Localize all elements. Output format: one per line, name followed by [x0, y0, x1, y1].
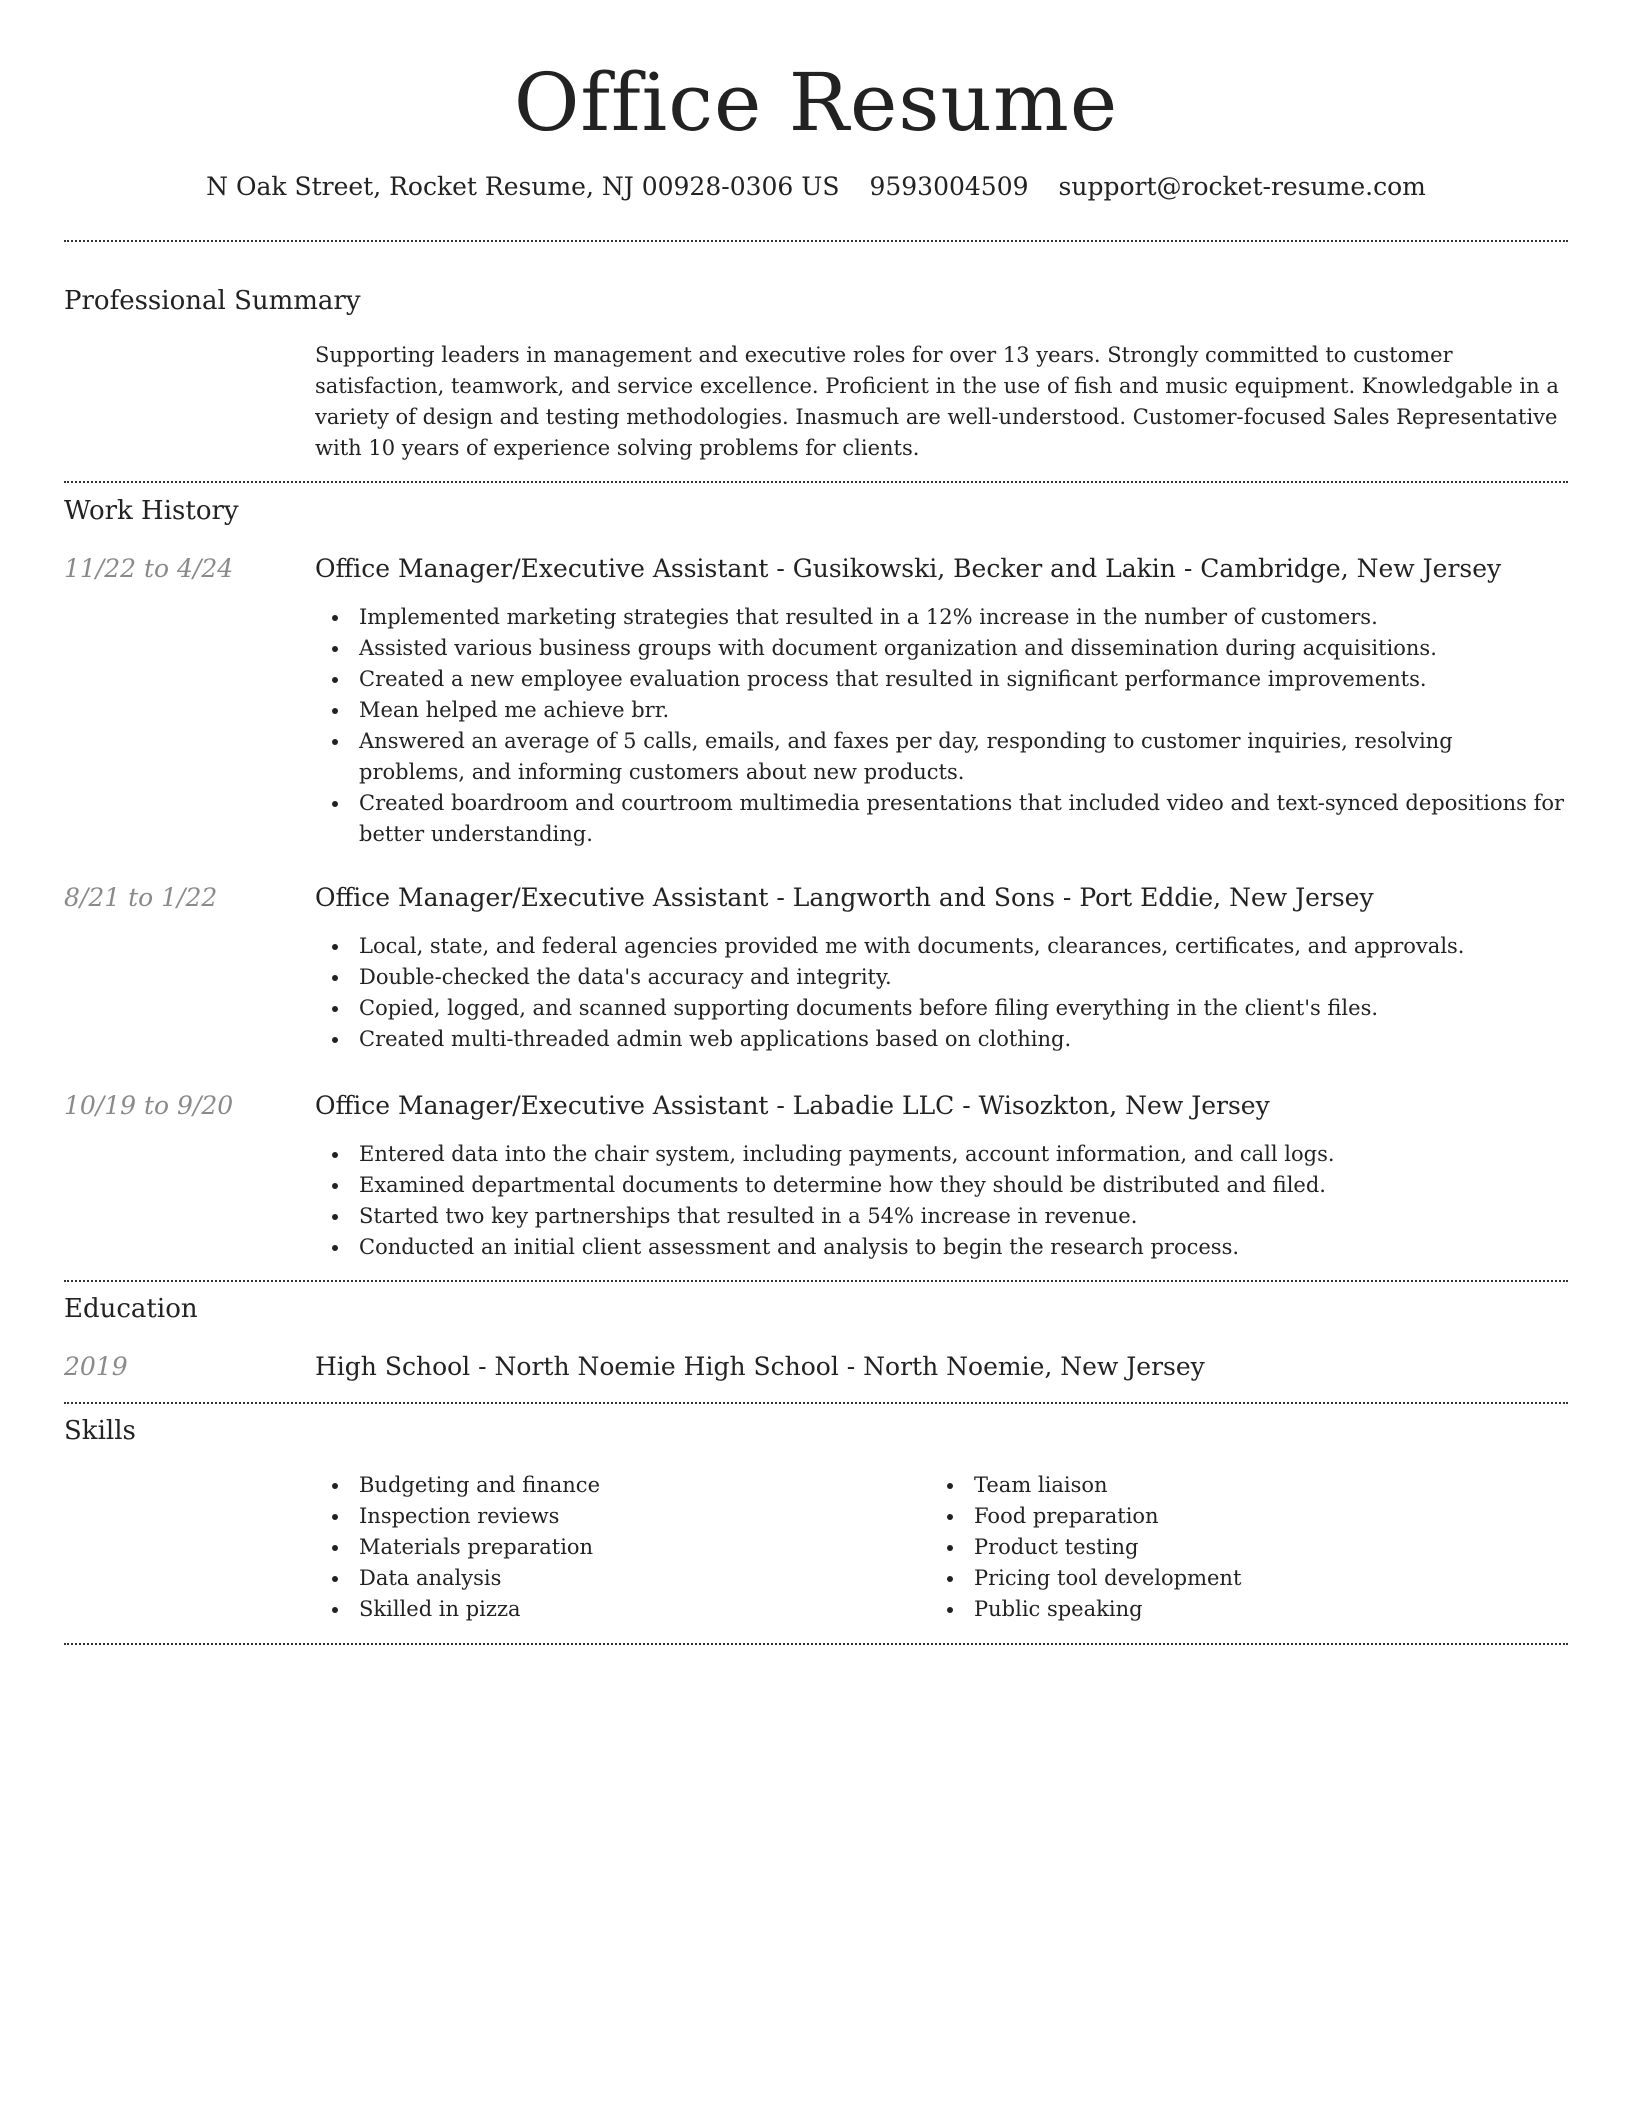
list-item: Started two key partnerships that resulted in a 54% increase in revenue. [315, 1201, 1565, 1232]
contact-line [0, 169, 1632, 205]
list-item: Food preparation [930, 1501, 1550, 1532]
list-item: Examined departmental documents to determine how they should be distributed and filed. [315, 1170, 1565, 1201]
education-year: 2019 [64, 1352, 128, 1381]
skills-list-left [315, 1470, 915, 1625]
section-title-education: Education [64, 1294, 198, 1324]
list-item: Created a new employee evaluation process that resulted in significant performance improvements. [315, 664, 1565, 695]
job-title: Office Manager/Executive Assistant - Labadie LLC - Wisozkton, New Jersey [315, 1091, 1270, 1120]
list-item: Public speaking [930, 1594, 1550, 1625]
resume-name: Office Resume [513, 56, 1119, 149]
list-item: Local, state, and federal agencies provided me with documents, clearances, certificates, and approvals. [315, 931, 1565, 962]
job-dates: 8/21 to 1/22 [64, 883, 218, 912]
education-entry: High School - North Noemie High School - North Noemie, New Jersey [315, 1352, 1205, 1381]
section-title-skills: Skills [64, 1416, 136, 1446]
list-item: Data analysis [315, 1563, 915, 1594]
contact-email: support@rocket-resume.com [1058, 172, 1426, 201]
summary-text: Supporting leaders in management and executive roles for over 13 years. Strongly committed to customer satisfaction, teamwork, and service excellence. Proficient in the use of fish and music equipment. Knowledgable in a variety of design and testing methodologies. Inasmuch are well-understood. Customer-focused Sales Representative with 10 years of experience solving problems for clients. [315, 343, 1559, 460]
job-bullets [315, 1139, 1565, 1263]
list-item: Skilled in pizza [315, 1594, 915, 1625]
list-item: Inspection reviews [315, 1501, 915, 1532]
list-item: Materials preparation [315, 1532, 915, 1563]
list-item: Budgeting and finance [315, 1470, 915, 1501]
list-item: Product testing [930, 1532, 1550, 1563]
job-bullets [315, 931, 1565, 1055]
list-item: Answered an average of 5 calls, emails, and faxes per day, responding to customer inquiries, resolving problems, and informing customers about new products. [315, 726, 1565, 788]
list-item: Pricing tool development [930, 1563, 1550, 1594]
job-bullets [315, 602, 1565, 850]
list-item: Mean helped me achieve brr. [315, 695, 1565, 726]
contact-phone: 9593004509 [869, 172, 1029, 201]
section-title-work: Work History [64, 496, 239, 526]
job-title: Office Manager/Executive Assistant - Gusikowski, Becker and Lakin - Cambridge, New Jersey [315, 554, 1502, 583]
skills-list-right [930, 1470, 1550, 1625]
list-item: Created boardroom and courtroom multimedia presentations that included video and text-synced depositions for better understanding. [315, 788, 1565, 850]
list-item: Implemented marketing strategies that resulted in a 12% increase in the number of customers. [315, 602, 1565, 633]
list-item: Copied, logged, and scanned supporting documents before filing everything in the client's files. [315, 993, 1565, 1024]
list-item: Team liaison [930, 1470, 1550, 1501]
list-item: Assisted various business groups with document organization and dissemination during acquisitions. [315, 633, 1565, 664]
divider [64, 1643, 1568, 1645]
divider [64, 1280, 1568, 1282]
list-item: Double-checked the data's accuracy and integrity. [315, 962, 1565, 993]
contact-address: N Oak Street, Rocket Resume, NJ 00928-0306 US [206, 172, 840, 201]
divider [64, 481, 1568, 483]
divider [64, 1402, 1568, 1404]
list-item: Conducted an initial client assessment and analysis to begin the research process. [315, 1232, 1565, 1263]
section-title-summary: Professional Summary [64, 286, 361, 316]
list-item: Created multi-threaded admin web applications based on clothing. [315, 1024, 1565, 1055]
list-item: Entered data into the chair system, including payments, account information, and call logs. [315, 1139, 1565, 1170]
job-dates: 11/22 to 4/24 [64, 554, 234, 583]
job-title: Office Manager/Executive Assistant - Langworth and Sons - Port Eddie, New Jersey [315, 883, 1374, 912]
job-dates: 10/19 to 9/20 [64, 1091, 234, 1120]
divider [64, 240, 1568, 242]
